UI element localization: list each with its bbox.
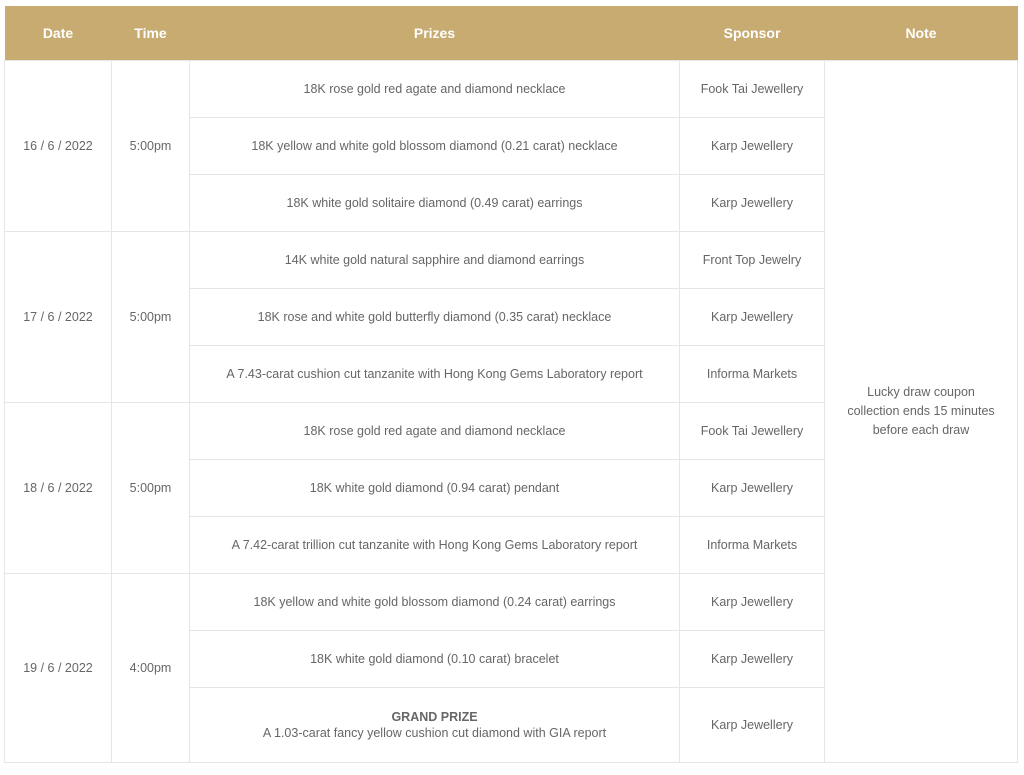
time-cell: 5:00pm bbox=[112, 232, 190, 403]
prize-cell: 18K white gold solitaire diamond (0.49 carat) earrings bbox=[190, 175, 680, 232]
sponsor-cell: Karp Jewellery bbox=[680, 289, 825, 346]
sponsor-cell: Karp Jewellery bbox=[680, 175, 825, 232]
prize-cell: 18K rose and white gold butterfly diamond (0.35 carat) necklace bbox=[190, 289, 680, 346]
sponsor-cell: Fook Tai Jewellery bbox=[680, 403, 825, 460]
note-cell: Lucky draw coupon collection ends 15 minutes before each draw bbox=[825, 61, 1018, 763]
prize-cell: 18K white gold diamond (0.10 carat) bracelet bbox=[190, 631, 680, 688]
sponsor-cell: Karp Jewellery bbox=[680, 631, 825, 688]
date-cell: 18 / 6 / 2022 bbox=[5, 403, 112, 574]
table-row bbox=[5, 61, 1018, 118]
header-prizes: Prizes bbox=[190, 6, 680, 61]
prize-cell: A 7.43-carat cushion cut tanzanite with Hong Kong Gems Laboratory report bbox=[190, 346, 680, 403]
header-time: Time bbox=[112, 6, 190, 61]
prize-cell: A 7.42-carat trillion cut tanzanite with Hong Kong Gems Laboratory report bbox=[190, 517, 680, 574]
lucky-draw-schedule bbox=[4, 6, 1017, 763]
sponsor-cell: Informa Markets bbox=[680, 346, 825, 403]
time-cell: 5:00pm bbox=[112, 61, 190, 232]
sponsor-cell: Fook Tai Jewellery bbox=[680, 61, 825, 118]
table-header-row bbox=[5, 6, 1018, 61]
prize-table bbox=[4, 6, 1018, 763]
sponsor-cell: Front Top Jewelry bbox=[680, 232, 825, 289]
sponsor-cell: Karp Jewellery bbox=[680, 688, 825, 763]
grand-prize-cell bbox=[190, 688, 680, 763]
sponsor-cell: Karp Jewellery bbox=[680, 574, 825, 631]
sponsor-cell: Karp Jewellery bbox=[680, 118, 825, 175]
header-date: Date bbox=[5, 6, 112, 61]
sponsor-cell: Informa Markets bbox=[680, 517, 825, 574]
prize-cell: 18K rose gold red agate and diamond necklace bbox=[190, 61, 680, 118]
prize-cell: 18K white gold diamond (0.94 carat) pendant bbox=[190, 460, 680, 517]
header-sponsor: Sponsor bbox=[680, 6, 825, 61]
grand-prize-description: A 1.03-carat fancy yellow cushion cut diamond with GIA report bbox=[262, 726, 607, 740]
prize-cell: 14K white gold natural sapphire and diamond earrings bbox=[190, 232, 680, 289]
prize-cell: 18K rose gold red agate and diamond necklace bbox=[190, 403, 680, 460]
header-note: Note bbox=[825, 6, 1018, 61]
grand-prize-title: GRAND PRIZE bbox=[391, 710, 478, 724]
sponsor-cell: Karp Jewellery bbox=[680, 460, 825, 517]
time-cell: 4:00pm bbox=[112, 574, 190, 763]
prize-cell: 18K yellow and white gold blossom diamond (0.21 carat) necklace bbox=[190, 118, 680, 175]
date-cell: 16 / 6 / 2022 bbox=[5, 61, 112, 232]
prize-cell: 18K yellow and white gold blossom diamond (0.24 carat) earrings bbox=[190, 574, 680, 631]
date-cell: 17 / 6 / 2022 bbox=[5, 232, 112, 403]
date-cell: 19 / 6 / 2022 bbox=[5, 574, 112, 763]
time-cell: 5:00pm bbox=[112, 403, 190, 574]
